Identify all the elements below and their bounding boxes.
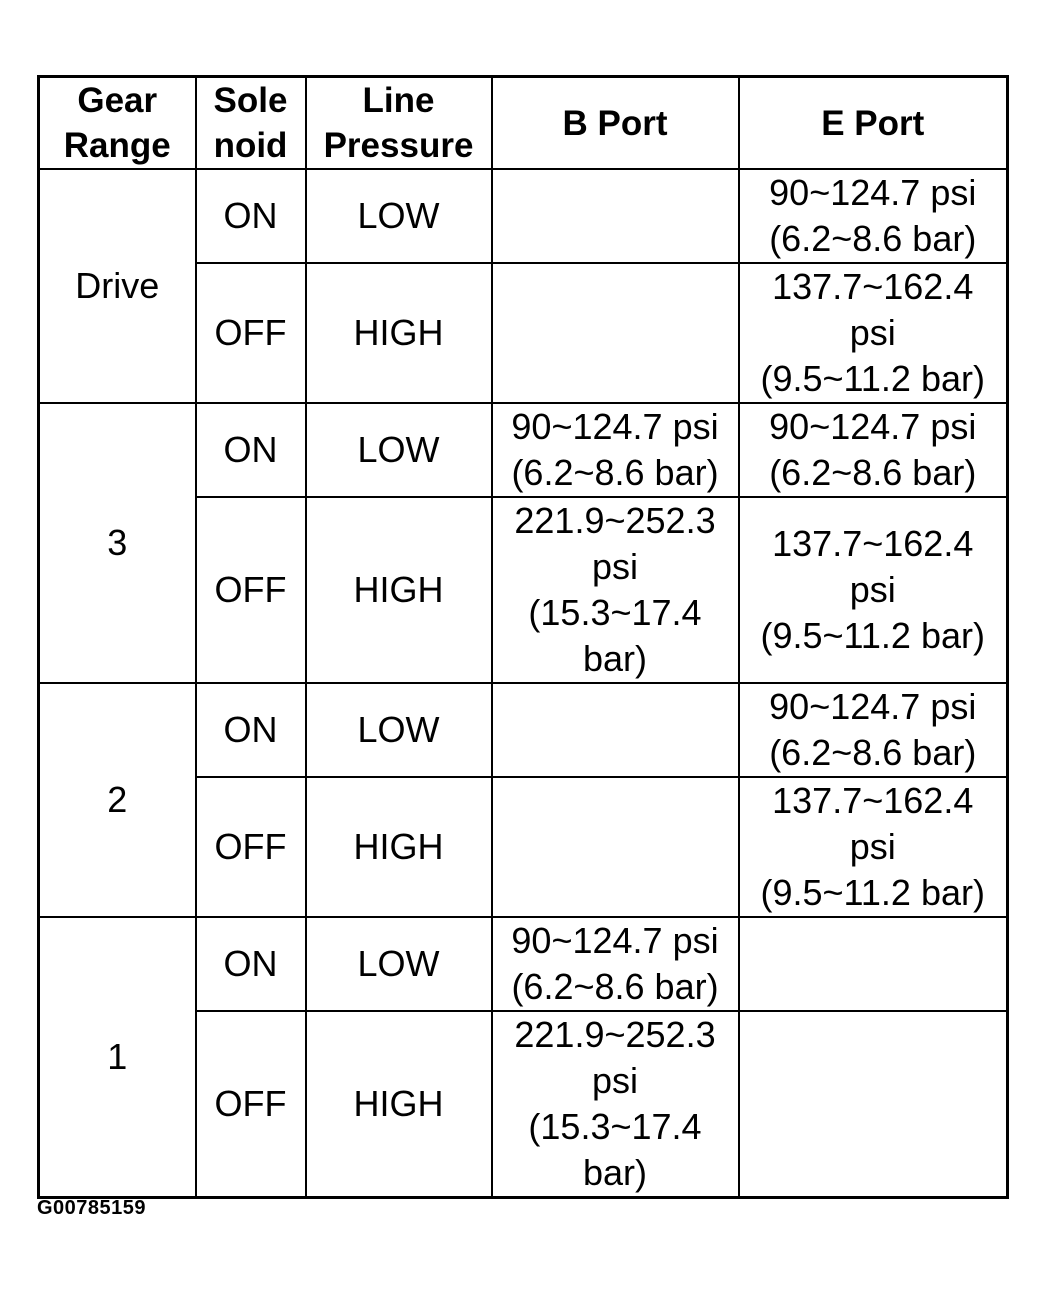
b-port-cell	[492, 777, 739, 917]
b-port-cell: 90~124.7 psi (6.2~8.6 bar)	[492, 917, 739, 1011]
solenoid-cell: OFF	[196, 777, 306, 917]
b-port-cell: 90~124.7 psi (6.2~8.6 bar)	[492, 403, 739, 497]
line-pressure-cell: HIGH	[306, 1011, 492, 1198]
table-row	[39, 683, 1008, 777]
gear-range-cell: 1	[39, 917, 196, 1198]
solenoid-cell: ON	[196, 403, 306, 497]
table-row	[39, 169, 1008, 263]
solenoid-cell: OFF	[196, 497, 306, 683]
line-pressure-cell: HIGH	[306, 777, 492, 917]
e-port-cell	[739, 917, 1008, 1011]
e-port-cell: 137.7~162.4 psi (9.5~11.2 bar)	[739, 777, 1008, 917]
solenoid-cell: ON	[196, 917, 306, 1011]
e-port-cell: 137.7~162.4 psi (9.5~11.2 bar)	[739, 263, 1008, 403]
b-port-cell	[492, 683, 739, 777]
line-pressure-cell: LOW	[306, 917, 492, 1011]
figure-id: G00785159	[37, 1197, 147, 1219]
line-pressure-table	[37, 75, 1009, 1199]
header-row	[39, 77, 1008, 170]
e-port-cell: 90~124.7 psi (6.2~8.6 bar)	[739, 403, 1008, 497]
line-pressure-cell: LOW	[306, 403, 492, 497]
b-port-cell: 221.9~252.3 psi (15.3~17.4 bar)	[492, 1011, 739, 1198]
gear-range-cell: 2	[39, 683, 196, 917]
table-row	[39, 917, 1008, 1011]
header-gear-range: Gear Range	[39, 77, 196, 170]
line-pressure-cell: LOW	[306, 169, 492, 263]
b-port-cell	[492, 169, 739, 263]
header-e-port: E Port	[739, 77, 1008, 170]
line-pressure-cell: LOW	[306, 683, 492, 777]
b-port-cell	[492, 263, 739, 403]
gear-range-cell: 3	[39, 403, 196, 683]
solenoid-cell: ON	[196, 683, 306, 777]
solenoid-cell: OFF	[196, 1011, 306, 1198]
e-port-cell: 90~124.7 psi (6.2~8.6 bar)	[739, 169, 1008, 263]
gear-range-cell: Drive	[39, 169, 196, 403]
solenoid-cell: OFF	[196, 263, 306, 403]
e-port-cell: 137.7~162.4 psi (9.5~11.2 bar)	[739, 497, 1008, 683]
b-port-cell: 221.9~252.3 psi (15.3~17.4 bar)	[492, 497, 739, 683]
solenoid-cell: ON	[196, 169, 306, 263]
line-pressure-cell: HIGH	[306, 497, 492, 683]
e-port-cell	[739, 1011, 1008, 1198]
table-row	[39, 403, 1008, 497]
header-solenoid: Sole noid	[196, 77, 306, 170]
line-pressure-cell: HIGH	[306, 263, 492, 403]
e-port-cell: 90~124.7 psi (6.2~8.6 bar)	[739, 683, 1008, 777]
header-b-port: B Port	[492, 77, 739, 170]
header-line-pressure: Line Pressure	[306, 77, 492, 170]
